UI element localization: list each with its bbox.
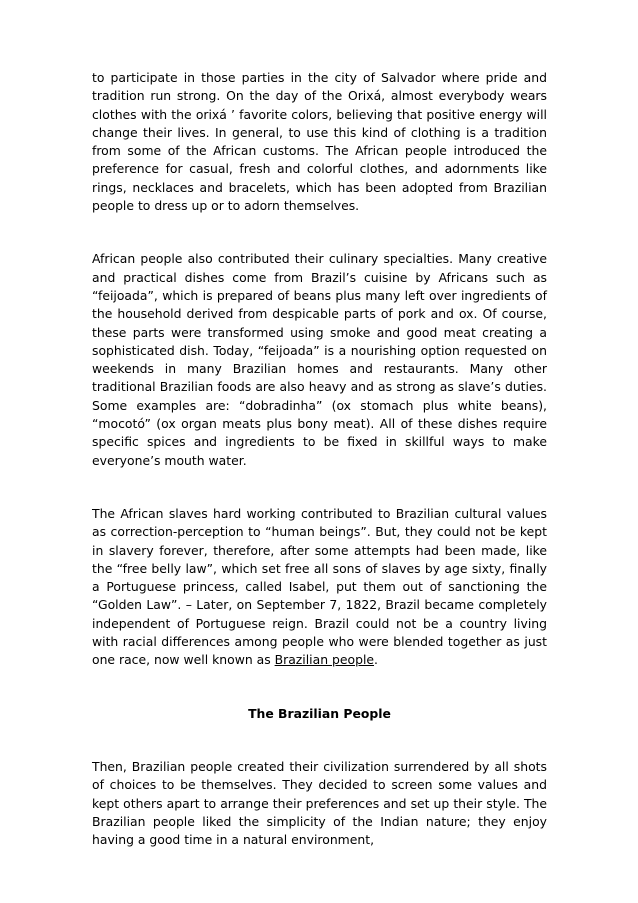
paragraph-civilization: Then, Brazilian people created their civilization surrendered by all shots of choices to be themselves. They decided to screen some values and kept others apart to arrange their preferences and set up their style. The Brazilian people liked the simplicity of the Indian nature; they enjoy having a good time in a natural environment,: [92, 758, 547, 848]
paragraph-culinary: African people also contributed their culinary specialties. Many creative and practical dishes come from Brazil’s cuisine by Africans such as “feijoada”, which is prepared of beans plus many left over ingredients of the household derived from despicable parts of pork and ox. Of course, these parts were transformed using smoke and good meat creating a sophisticated dish. Today, “feijoada” is a nourishing option requested on weekends in many Brazilian homes and restaurants. Many other traditional Brazilian foods are also heavy and as strong as slave’s duties. Some examples are: “dobradinha” (ox stomach plus white beans), “mocotó” (ox organ meats plus bony meat). All of these dishes require specific spices and ingredients to be fixed in skillful ways to make everyone’s mouth water.: [92, 251, 547, 468]
section-heading: The Brazilian People: [248, 705, 391, 721]
document-page: [92, 69, 547, 849]
paragraph-independence: [92, 505, 547, 670]
paragraph-clothing: to participate in those parties in the city of Salvador where pride and tradition run strong. On the day of the Orixá, almost everybody wears clothes with the orixá ’ favorite colors, believing that positive energy will change their lives. In general, to use this kind of clothing is a tradition from some of the African customs. The African people introduced the preference for casual, fresh and colorful clothes, and adornments like rings, necklaces and bracelets, which has been adopted from Brazilian people to dress up or to adorn themselves.: [92, 70, 547, 214]
brazilian-people-link[interactable]: Brazilian people: [274, 652, 375, 668]
paragraph-independence-end: .: [374, 652, 378, 668]
paragraph-independence-text: The African slaves hard working contributed to Brazilian cultural values as correction-perception to “human beings”. But, they could not be kept in slavery forever, therefore, after some attempts had been made, like the “free belly law”, which set free all sons of slaves by age sixty, finally a Portuguese princess, called Isabel, put them out of sanctioning the “Golden Law”. – Later, on September 7, 1822, Brazil became completely independent of Portuguese reign. Brazil could not be a country living with racial differences among people who were blended together as just one race, now well known as: [92, 505, 547, 668]
